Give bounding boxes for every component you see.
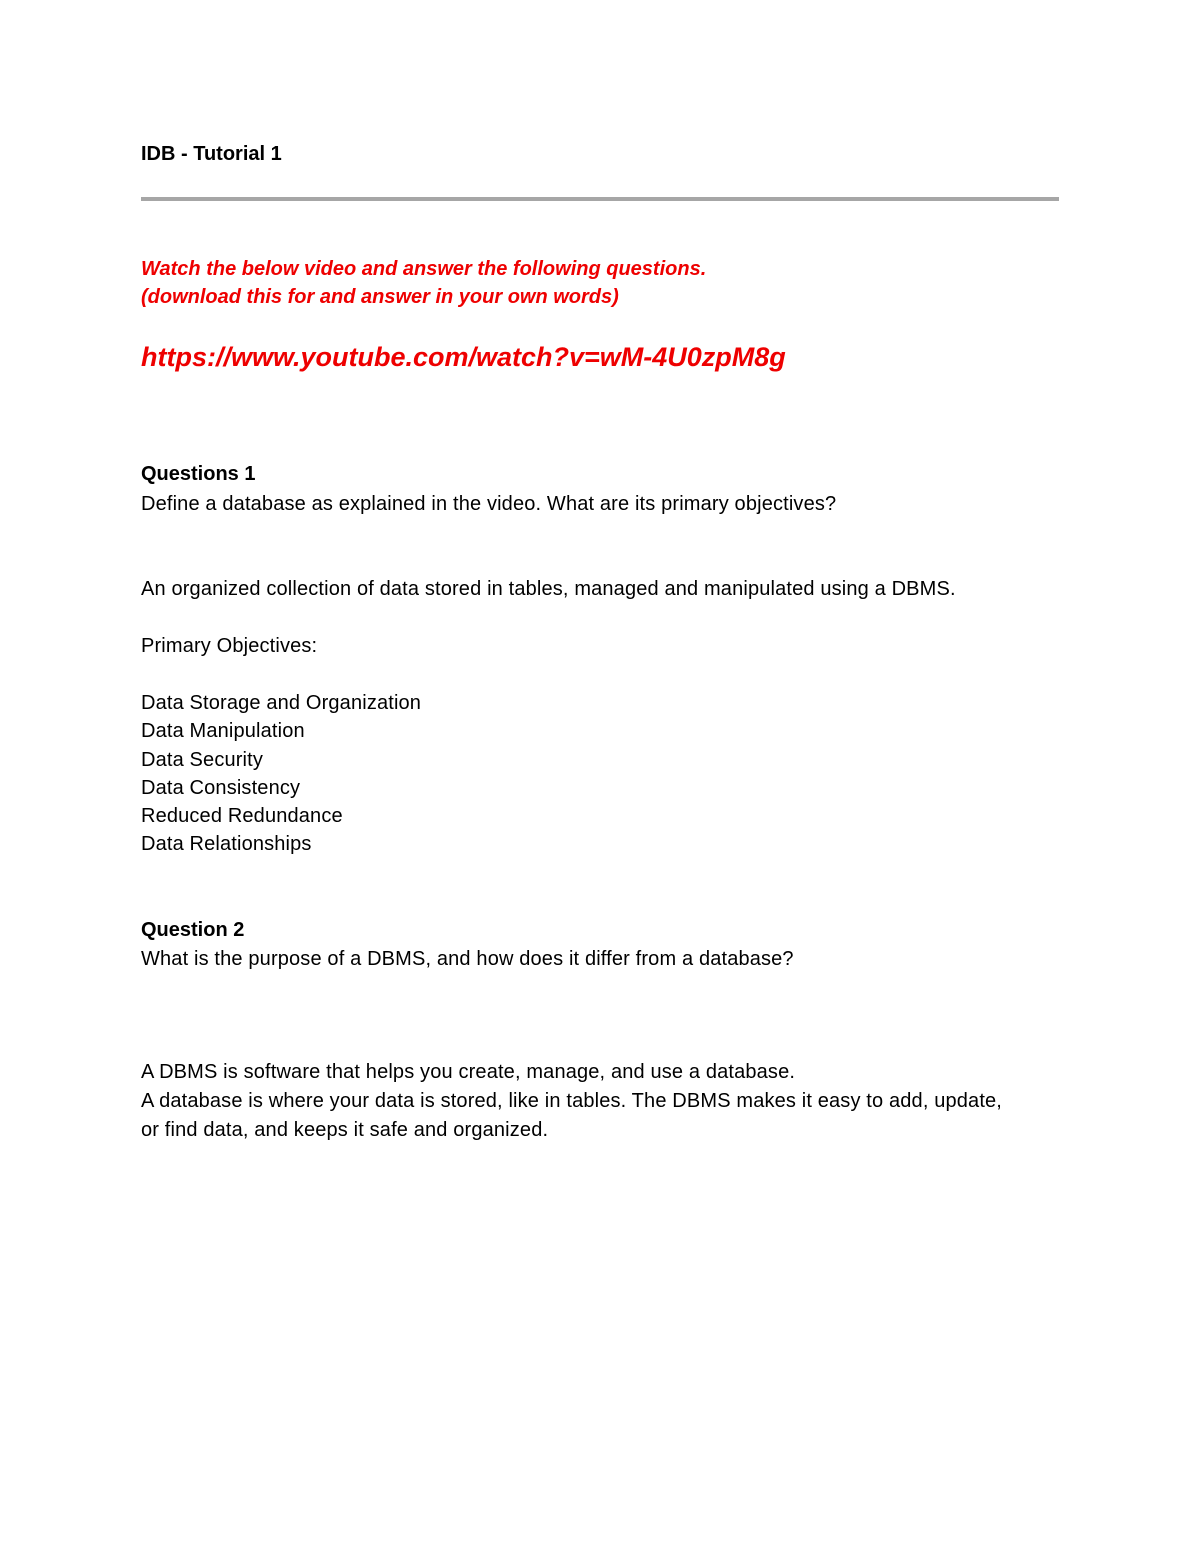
question-1-text: Define a database as explained in the video. What are its primary objectives? [141, 493, 837, 515]
list-item: Reduced Redundance [141, 805, 343, 828]
video-link[interactable]: https://www.youtube.com/watch?v=wM-4U0zpM8g [141, 342, 786, 372]
document-title: IDB - Tutorial 1 [141, 143, 282, 165]
instruction-line-2: (download this for and answer in your own words) [141, 286, 619, 308]
question-2-heading: Question 2 [141, 919, 245, 941]
list-item: Data Relationships [141, 833, 312, 856]
horizontal-divider [141, 197, 1059, 201]
list-item: Data Manipulation [141, 720, 305, 743]
objectives-label: Primary Objectives: [141, 635, 318, 657]
question-1-heading: Questions 1 [141, 463, 256, 485]
list-item: Data Security [141, 748, 263, 771]
answer-line: A DBMS is software that helps you create, manage, and use a database. [141, 1061, 796, 1083]
list-item: Data Storage and Organization [141, 692, 422, 714]
question-2-text: What is the purpose of a DBMS, and how does it differ from a database? [141, 948, 794, 970]
instruction-line-1: Watch the below video and answer the following questions. [141, 258, 707, 280]
question-1-answer: An organized collection of data stored in tables, managed and manipulated using a DBMS. [141, 578, 956, 600]
list-item: Data Consistency [141, 776, 301, 799]
answer-line: or find data, and keeps it safe and organized. [141, 1119, 549, 1141]
objectives-list [141, 689, 421, 859]
answer-line: A database is where your data is stored, like in tables. The DBMS makes it easy to add, update, [141, 1090, 1003, 1112]
question-2-answer [141, 1058, 1002, 1145]
